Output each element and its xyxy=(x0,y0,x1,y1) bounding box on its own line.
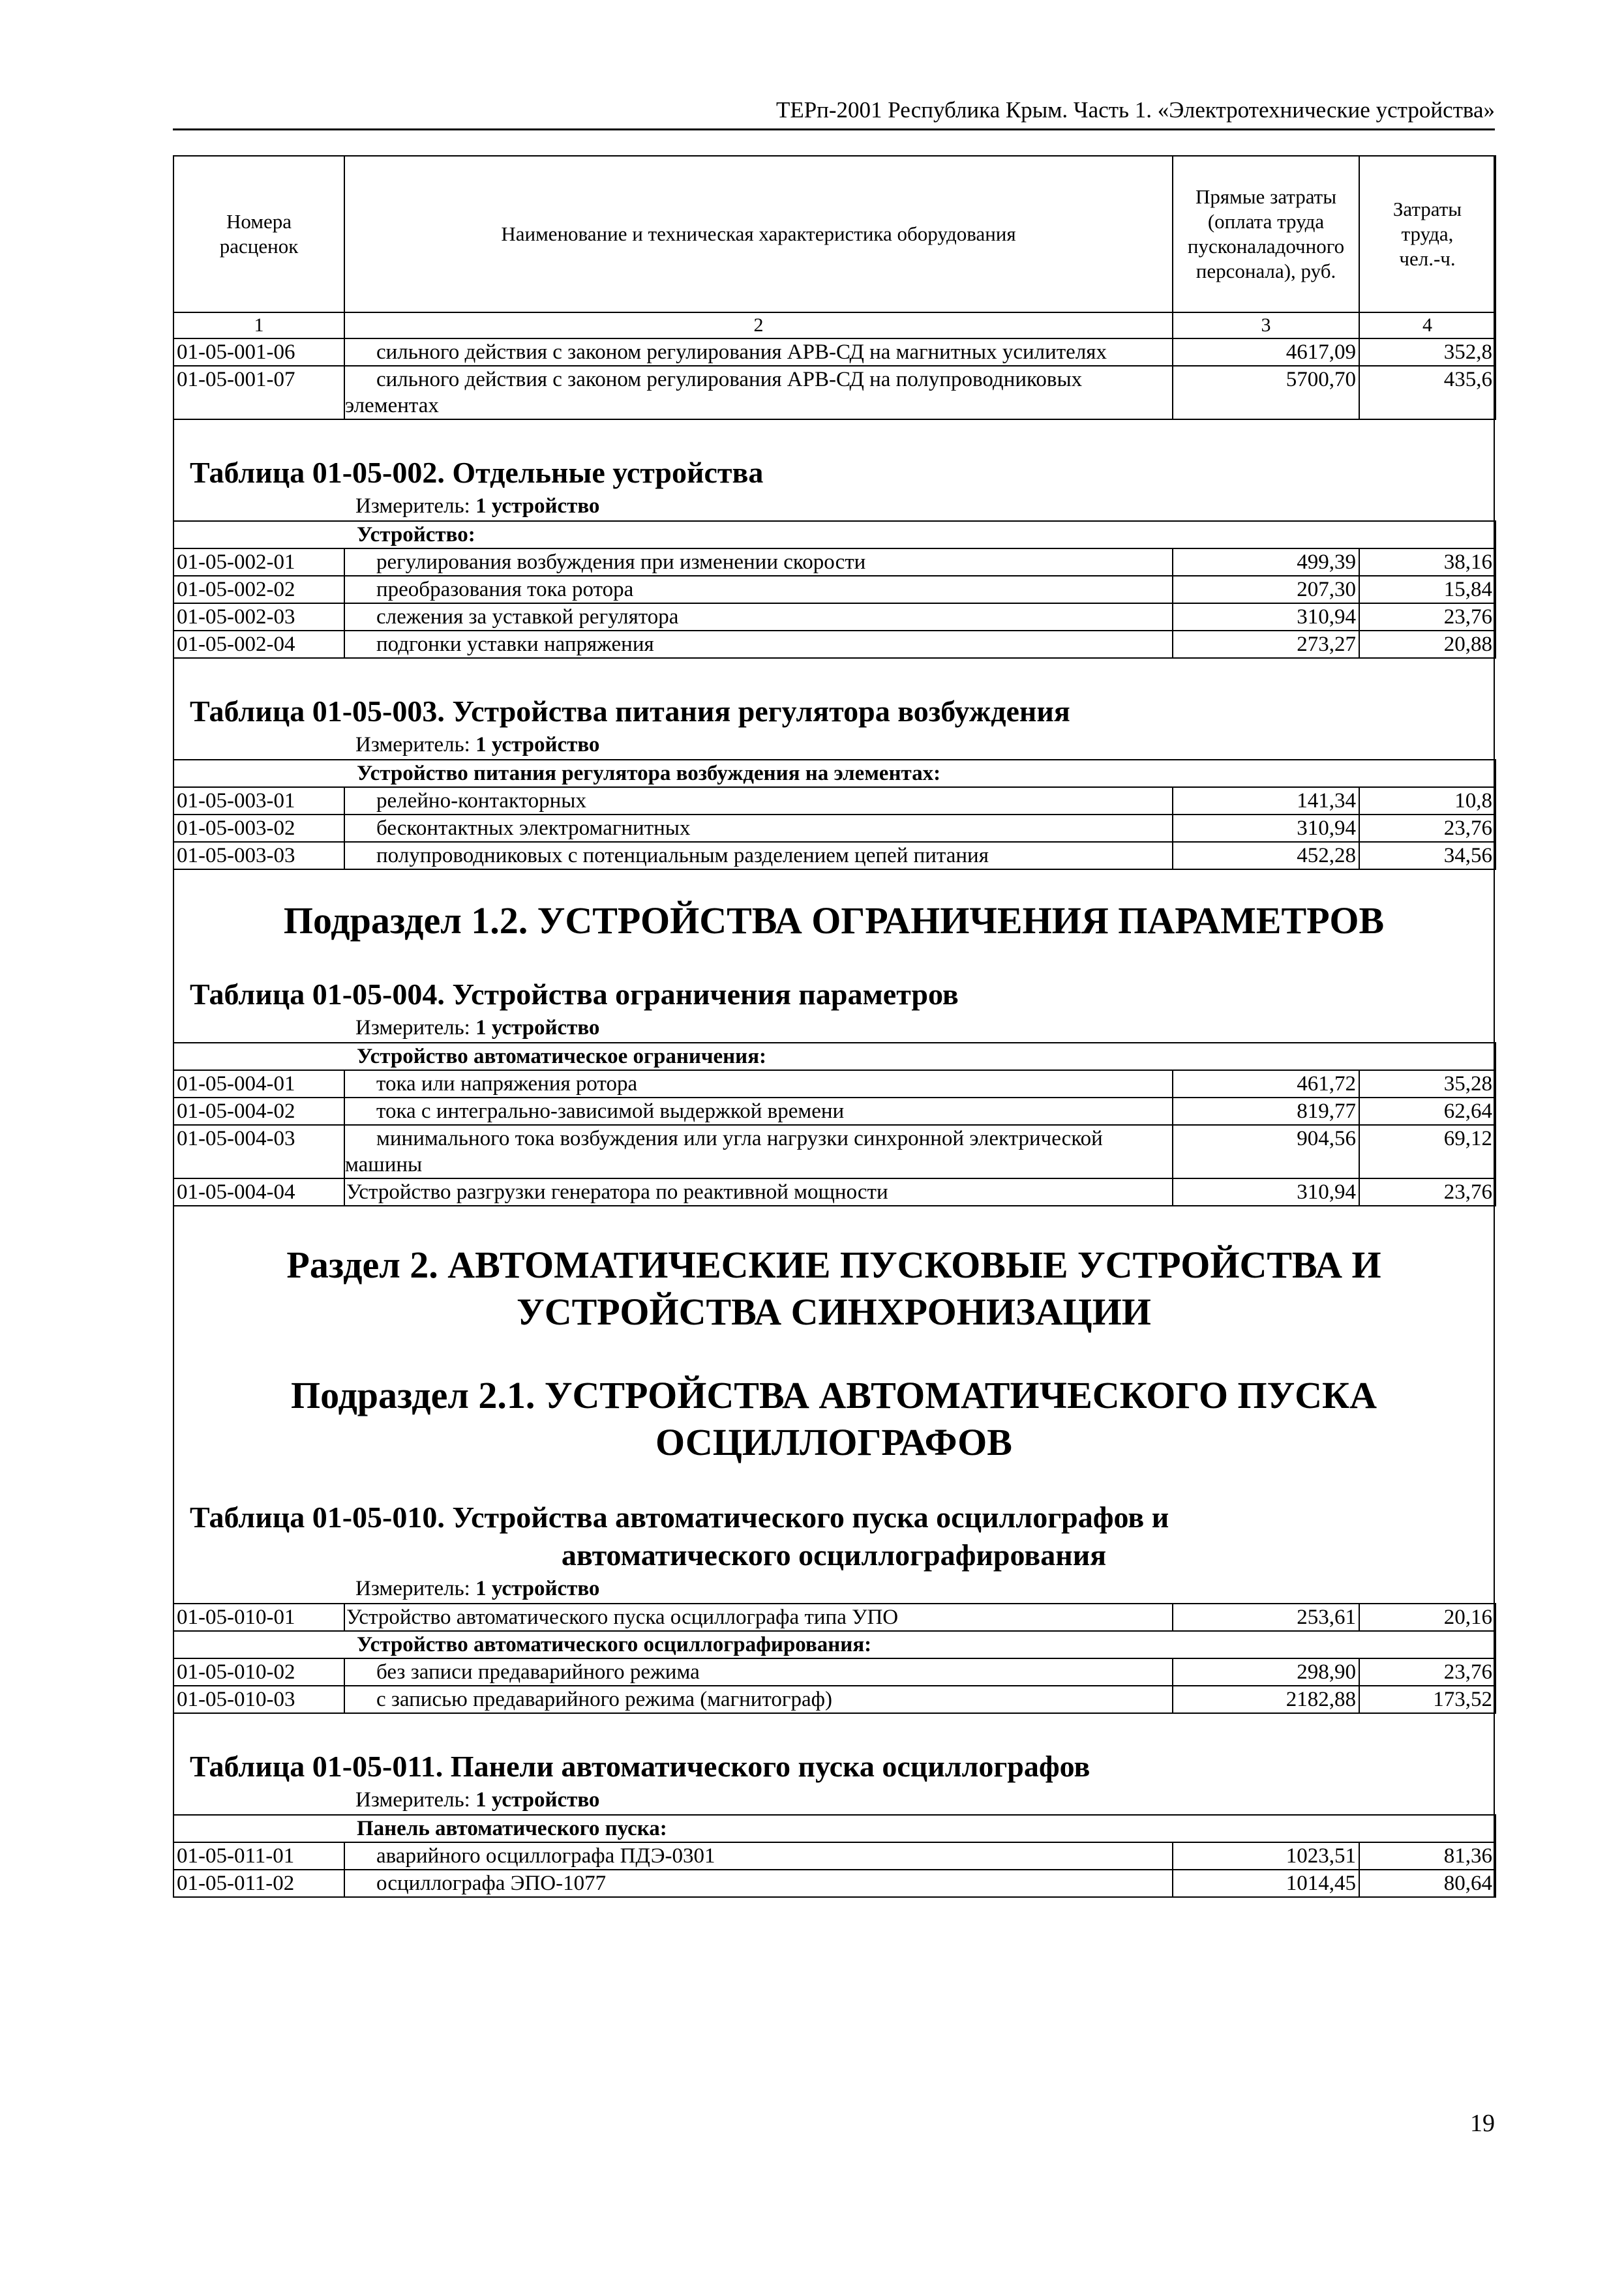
row-name: полупроводниковых с потенциальным разделением цепей питания xyxy=(344,842,1173,869)
row-labor: 81,36 xyxy=(1359,1842,1496,1870)
meter-value: 1 устройство xyxy=(475,1016,600,1040)
table-row xyxy=(173,548,1496,576)
group-label: Устройство питания регулятора возбуждения на элементах: xyxy=(173,760,1496,787)
row-code: 01-05-004-03 xyxy=(173,1125,344,1178)
group-label: Панель автоматического пуска: xyxy=(173,1815,1496,1842)
row-name: без записи предаварийного режима xyxy=(344,1658,1173,1686)
row-code: 01-05-002-02 xyxy=(173,576,344,603)
header-cost: Прямые затраты (оплата труда пусконаладочного персонала), руб. xyxy=(1173,156,1359,312)
row-labor: 15,84 xyxy=(1359,576,1496,603)
table-row xyxy=(173,1658,1496,1686)
page-number: 19 xyxy=(1470,2110,1495,2137)
row-code: 01-05-004-04 xyxy=(173,1178,344,1206)
table-row xyxy=(173,1098,1496,1125)
row-labor: 435,6 xyxy=(1359,366,1496,419)
row-labor: 23,76 xyxy=(1359,1178,1496,1206)
row-labor: 23,76 xyxy=(1359,603,1496,631)
group-label: Устройство автоматического осциллографирования: xyxy=(173,1631,1496,1658)
row-cost: 253,61 xyxy=(1173,1604,1359,1631)
row-cost: 310,94 xyxy=(1173,1178,1359,1206)
table-01-05-002 xyxy=(173,520,1496,659)
meter-line xyxy=(174,1786,1494,1814)
table-row xyxy=(173,366,1496,419)
row-code: 01-05-010-03 xyxy=(173,1686,344,1713)
row-name: бесконтактных электромагнитных xyxy=(344,815,1173,842)
table-row xyxy=(173,787,1496,815)
row-cost: 141,34 xyxy=(1173,787,1359,815)
row-name: релейно-контакторных xyxy=(344,787,1173,815)
row-cost: 1014,45 xyxy=(1173,1870,1359,1897)
row-code: 01-05-003-03 xyxy=(173,842,344,869)
table-01-05-010 xyxy=(173,1603,1496,1714)
table-01-05-003 xyxy=(173,759,1496,870)
table-row xyxy=(173,1870,1496,1897)
meter-value: 1 устройство xyxy=(475,733,600,756)
row-labor: 20,88 xyxy=(1359,631,1496,658)
row-code: 01-05-002-03 xyxy=(173,603,344,631)
meter-label: Измеритель: xyxy=(355,733,470,756)
header-labor: Затраты труда, чел.-ч. xyxy=(1359,156,1496,312)
meter-line xyxy=(174,1013,1494,1042)
row-cost: 819,77 xyxy=(1173,1098,1359,1125)
row-code: 01-05-002-01 xyxy=(173,548,344,576)
row-cost: 904,56 xyxy=(1173,1125,1359,1178)
meter-line xyxy=(174,492,1494,520)
row-code: 01-05-010-02 xyxy=(173,1658,344,1686)
row-code: 01-05-011-01 xyxy=(173,1842,344,1870)
row-labor: 23,76 xyxy=(1359,1658,1496,1686)
row-labor: 62,64 xyxy=(1359,1098,1496,1125)
row-name: сильного действия с законом регулирования АРВ-СД на магнитных усилителях xyxy=(376,340,1107,364)
row-code: 01-05-004-02 xyxy=(173,1098,344,1125)
row-cost: 5700,70 xyxy=(1173,366,1359,419)
meter-value: 1 устройство xyxy=(475,1788,600,1812)
col-number-3: 3 xyxy=(1173,312,1359,338)
row-name: осциллографа ЭПО-1077 xyxy=(344,1870,1173,1897)
row-name: подгонки уставки напряжения xyxy=(344,631,1173,658)
row-cost: 461,72 xyxy=(1173,1070,1359,1098)
table-title-continued: автоматического осциллографирования xyxy=(561,1538,1107,1572)
table-row xyxy=(173,631,1496,658)
row-name: с записью предаварийного режима (магнитограф) xyxy=(344,1686,1173,1713)
row-labor: 38,16 xyxy=(1359,548,1496,576)
row-name: сильного действия с законом регулирования АРВ-СД на полупроводниковых элементах xyxy=(345,368,1083,417)
table-row xyxy=(173,1842,1496,1870)
row-cost: 298,90 xyxy=(1173,1658,1359,1686)
row-code: 01-05-001-07 xyxy=(173,366,344,419)
row-labor: 80,64 xyxy=(1359,1870,1496,1897)
group-label: Устройство: xyxy=(173,521,1496,548)
table-row xyxy=(173,576,1496,603)
table-title: Таблица 01-05-011. Панели автоматического пуска осциллографов xyxy=(190,1750,1090,1783)
col-number-1: 1 xyxy=(173,312,344,338)
meter-label: Измеритель: xyxy=(355,1788,470,1812)
header-code: Номера расценок xyxy=(173,156,344,312)
subsection-heading: Подраздел 2.1. УСТРОЙСТВА АВТОМАТИЧЕСКОГО ПУСКА ОСЦИЛЛОГРАФОВ xyxy=(291,1374,1377,1463)
document-body xyxy=(173,155,1495,1898)
table-row xyxy=(173,338,1496,366)
row-cost: 1023,51 xyxy=(1173,1842,1359,1870)
col-number-2: 2 xyxy=(344,312,1173,338)
row-cost: 4617,09 xyxy=(1173,338,1359,366)
subsection-heading: Подраздел 1.2. УСТРОЙСТВА ОГРАНИЧЕНИЯ ПАРАМЕТРОВ xyxy=(283,899,1385,942)
table-01-05-004 xyxy=(173,1042,1496,1206)
row-labor: 352,8 xyxy=(1359,338,1496,366)
table-row xyxy=(173,1178,1496,1206)
row-name: Устройство автоматического пуска осциллографа типа УПО xyxy=(344,1604,1173,1631)
row-labor: 173,52 xyxy=(1359,1686,1496,1713)
row-cost: 310,94 xyxy=(1173,815,1359,842)
row-code: 01-05-003-01 xyxy=(173,787,344,815)
meter-value: 1 устройство xyxy=(475,494,600,518)
meter-label: Измеритель: xyxy=(355,1016,470,1040)
row-name: тока с интегрально-зависимой выдержкой времени xyxy=(344,1098,1173,1125)
row-labor: 35,28 xyxy=(1359,1070,1496,1098)
page-header: ТЕРп-2001 Республика Крым. Часть 1. «Электротехнические устройства» xyxy=(173,95,1495,130)
table-row xyxy=(173,1686,1496,1713)
column-header-table xyxy=(173,155,1496,420)
table-row xyxy=(173,603,1496,631)
row-code: 01-05-001-06 xyxy=(173,338,344,366)
row-labor: 34,56 xyxy=(1359,842,1496,869)
meter-label: Измеритель: xyxy=(355,1577,470,1600)
row-cost: 499,39 xyxy=(1173,548,1359,576)
table-title: Таблица 01-05-003. Устройства питания регулятора возбуждения xyxy=(190,695,1070,728)
row-cost: 452,28 xyxy=(1173,842,1359,869)
row-labor: 23,76 xyxy=(1359,815,1496,842)
table-row xyxy=(173,815,1496,842)
meter-line xyxy=(174,1574,1494,1603)
meter-label: Измеритель: xyxy=(355,494,470,518)
section-heading: Раздел 2. АВТОМАТИЧЕСКИЕ ПУСКОВЫЕ УСТРОЙСТВА И УСТРОЙСТВА СИНХРОНИЗАЦИИ xyxy=(286,1244,1381,1333)
table-title: Таблица 01-05-004. Устройства ограничения параметров xyxy=(190,978,959,1011)
row-labor: 20,16 xyxy=(1359,1604,1496,1631)
col-number-4: 4 xyxy=(1359,312,1496,338)
row-code: 01-05-003-02 xyxy=(173,815,344,842)
meter-line xyxy=(174,730,1494,759)
row-name: регулирования возбуждения при изменении скорости xyxy=(344,548,1173,576)
header-name: Наименование и техническая характеристика оборудования xyxy=(344,156,1173,312)
row-name: Устройство разгрузки генератора по реактивной мощности xyxy=(344,1178,1173,1206)
row-code: 01-05-002-04 xyxy=(173,631,344,658)
table-01-05-011 xyxy=(173,1814,1496,1898)
row-name: преобразования тока ротора xyxy=(344,576,1173,603)
table-row xyxy=(173,1070,1496,1098)
group-label: Устройство автоматическое ограничения: xyxy=(173,1043,1496,1070)
row-name: аварийного осциллографа ПДЭ-0301 xyxy=(344,1842,1173,1870)
meter-value: 1 устройство xyxy=(475,1577,600,1600)
row-labor: 10,8 xyxy=(1359,787,1496,815)
row-name: минимального тока возбуждения или угла нагрузки синхронной электрической машины xyxy=(345,1127,1103,1176)
row-cost: 310,94 xyxy=(1173,603,1359,631)
table-title: Таблица 01-05-010. Устройства автоматического пуска осциллографов и xyxy=(190,1501,1169,1534)
row-cost: 207,30 xyxy=(1173,576,1359,603)
row-code: 01-05-004-01 xyxy=(173,1070,344,1098)
row-code: 01-05-011-02 xyxy=(173,1870,344,1897)
table-row xyxy=(173,842,1496,869)
table-row xyxy=(173,1125,1496,1178)
row-cost: 273,27 xyxy=(1173,631,1359,658)
row-name: слежения за уставкой регулятора xyxy=(344,603,1173,631)
row-cost: 2182,88 xyxy=(1173,1686,1359,1713)
row-labor: 69,12 xyxy=(1359,1125,1496,1178)
table-row xyxy=(173,1604,1496,1631)
row-name: тока или напряжения ротора xyxy=(344,1070,1173,1098)
row-code: 01-05-010-01 xyxy=(173,1604,344,1631)
table-title: Таблица 01-05-002. Отдельные устройства xyxy=(190,456,764,489)
